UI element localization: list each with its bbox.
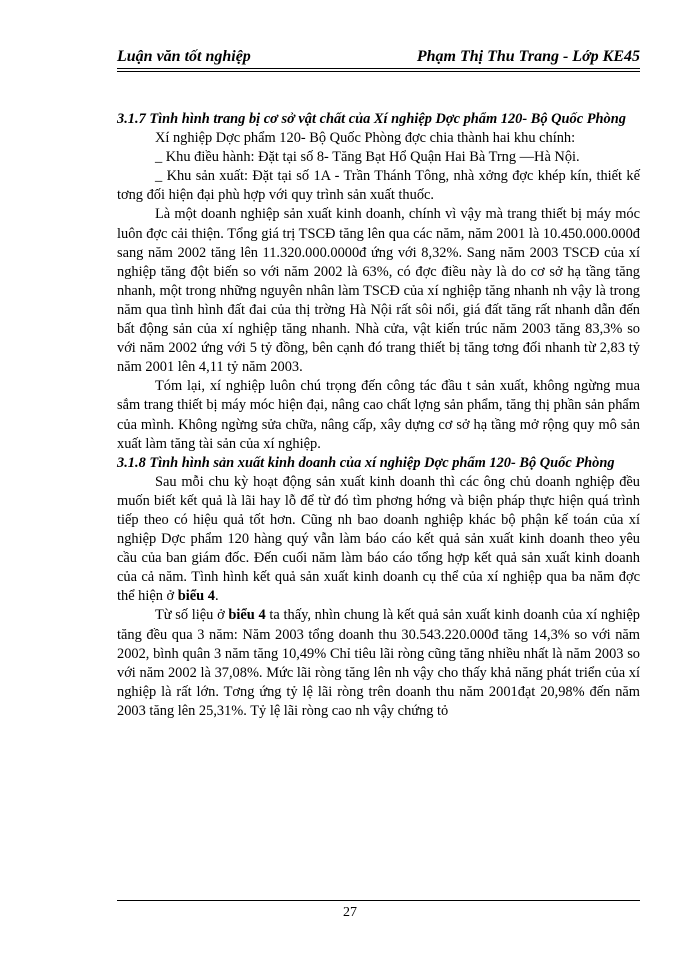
page-number: 27	[343, 905, 357, 920]
paragraph-analysis-start: Từ số liệu ở	[155, 607, 229, 624]
paragraph-admin-area: _ Khu điều hành: Đặt tại số 8- Tăng Bạt Hổ Quận Hai Bà Trng —Hà Nội.	[155, 149, 580, 166]
header-author: Phạm Thị Thu Trang - Lớp KE45	[416, 48, 640, 65]
section-heading-3-1-7: 3.1.7 Tình hình trang bị cơ sở vật chất của Xí nghiệp Dợc phẩm 120- Bộ Quốc Phòng	[117, 111, 626, 127]
paragraph-production-area: _ Khu sản xuất: Đặt tại số 1A - Trần Thánh Tông, nhà xởng đợc khép kín, thiết kế tơng đối hiện đại phù hợp với quy trình sản xuất thuốc.	[117, 168, 640, 204]
paragraph-intro: Xí nghiệp Dợc phẩm 120- Bộ Quốc Phòng đợc chia thành hai khu chính:	[155, 130, 576, 147]
paragraph-fixed-assets: Là một doanh nghiệp sản xuất kinh doanh, chính vì vậy mà trang thiết bị máy móc luôn đợc cải thiện. Tổng giá trị TSCĐ tăng lên qua các năm, năm 2001 là 10.450.000.000đ sang năm 2002 tăng lên 11.320.000.0000đ ứng với 8,32%. Sang năm 2003 TSCĐ của xí nghiệp tăng đột biến so với năm 2002 là 63%, có đợc điều này là do cơ sở hạ tầng tăng nhanh, một trong những nguyên nhân làm TSCĐ của xí nghiệp tăng nhanh nh vậy là trong năm qua tình hình đất đai của thị trờng Hà Nội rất sôi nổi, giá đất tăng rất nhanh dẫn đến bất động sản của xí nghiệp tăng nhanh. Nhà cửa, vật kiến trúc năm 2003 tăng 83,3% so với năm 2002 ứng với 5 tỷ đồng, bên cạnh đó trang thiết bị tăng tơng đối nhanh từ 2,83 tỷ năm 2001 lên 4,11 tỷ năm 2003.	[117, 206, 640, 376]
paragraph-summary: Tóm lại, xí nghiệp luôn chú trọng đến công tác đầu t sản xuất, không ngừng mua sắm trang thiết bị máy móc hiện đại, nâng cao chất lợng sản phẩm, tăng thị phần sản phẩm của mình. Không ngừng sửa chữa, nâng cấp, xây dựng cơ sở hạ tầng mở rộng quy mô sản xuất làm tăng tài sản của xí nghiệp.	[117, 378, 640, 452]
paragraph-business-results-text: Sau mỗi chu kỳ hoạt động sản xuất kinh doanh thì các ông chủ doanh nghiệp đều muốn biết kết quả là lãi hay lỗ để từ đó tìm phơng hớng và biện pháp thực hiện quá trình tiếp theo có hiệu quả tốt hơn. Cũng nh bao doanh nghiệp khác bộ phận kế toán của xí nghiệp Dợc phẩm 120 hàng quý vẫn làm báo cáo kết quả sản xuất kinh doanh theo yêu cầu của ban giám đốc. Đến cuối năm làm báo cáo tổng hợp kết quả sản xuất kinh doanh của cả năm. Tình hình kết quả sản xuất kinh doanh cụ thể của xí nghiệp qua ba năm đợc thể hiện ở	[117, 473, 640, 605]
document-body	[117, 110, 640, 721]
header-thesis-title: Luận văn tốt nghiệp	[117, 48, 251, 65]
paragraph-analysis	[117, 606, 640, 721]
paragraph-end-punct: .	[214, 588, 219, 605]
footer-divider	[117, 900, 640, 901]
section-heading-3-1-8: 3.1.8 Tình hình sản xuất kinh doanh của xí nghiệp Dợc phẩm 120- Bộ Quốc Phòng	[117, 454, 615, 471]
paragraph-business-results	[117, 473, 640, 607]
page-header	[117, 40, 640, 72]
table-reference-bold: biểu 4	[177, 588, 215, 605]
paragraph-analysis-text: ta thấy, nhìn chung là kết quả sản xuất kinh doanh của xí nghiệp tăng đều qua 3 năm: Năm 2003 tổng doanh thu 30.543.220.000đ tăng 14,3% so với năm 2002, bình quân 3 năm tăng 10,49% Chỉ tiêu lãi ròng cũng tăng nhiều nhất là năm 2003 so với năm 2002 là 37,08%. Mức lãi ròng tăng lên nh vậy cho thấy khả năng phát triển của xí nghiệp là rất lớn. Tơng ứng tỷ lệ lãi ròng trên doanh thu năm 2001đạt 20,98% đến năm 2003 tăng lên 25,31%. Tỷ lệ lãi ròng cao nh vậy chứng tỏ	[117, 607, 641, 719]
table-reference-bold-2: biểu 4	[228, 607, 266, 624]
